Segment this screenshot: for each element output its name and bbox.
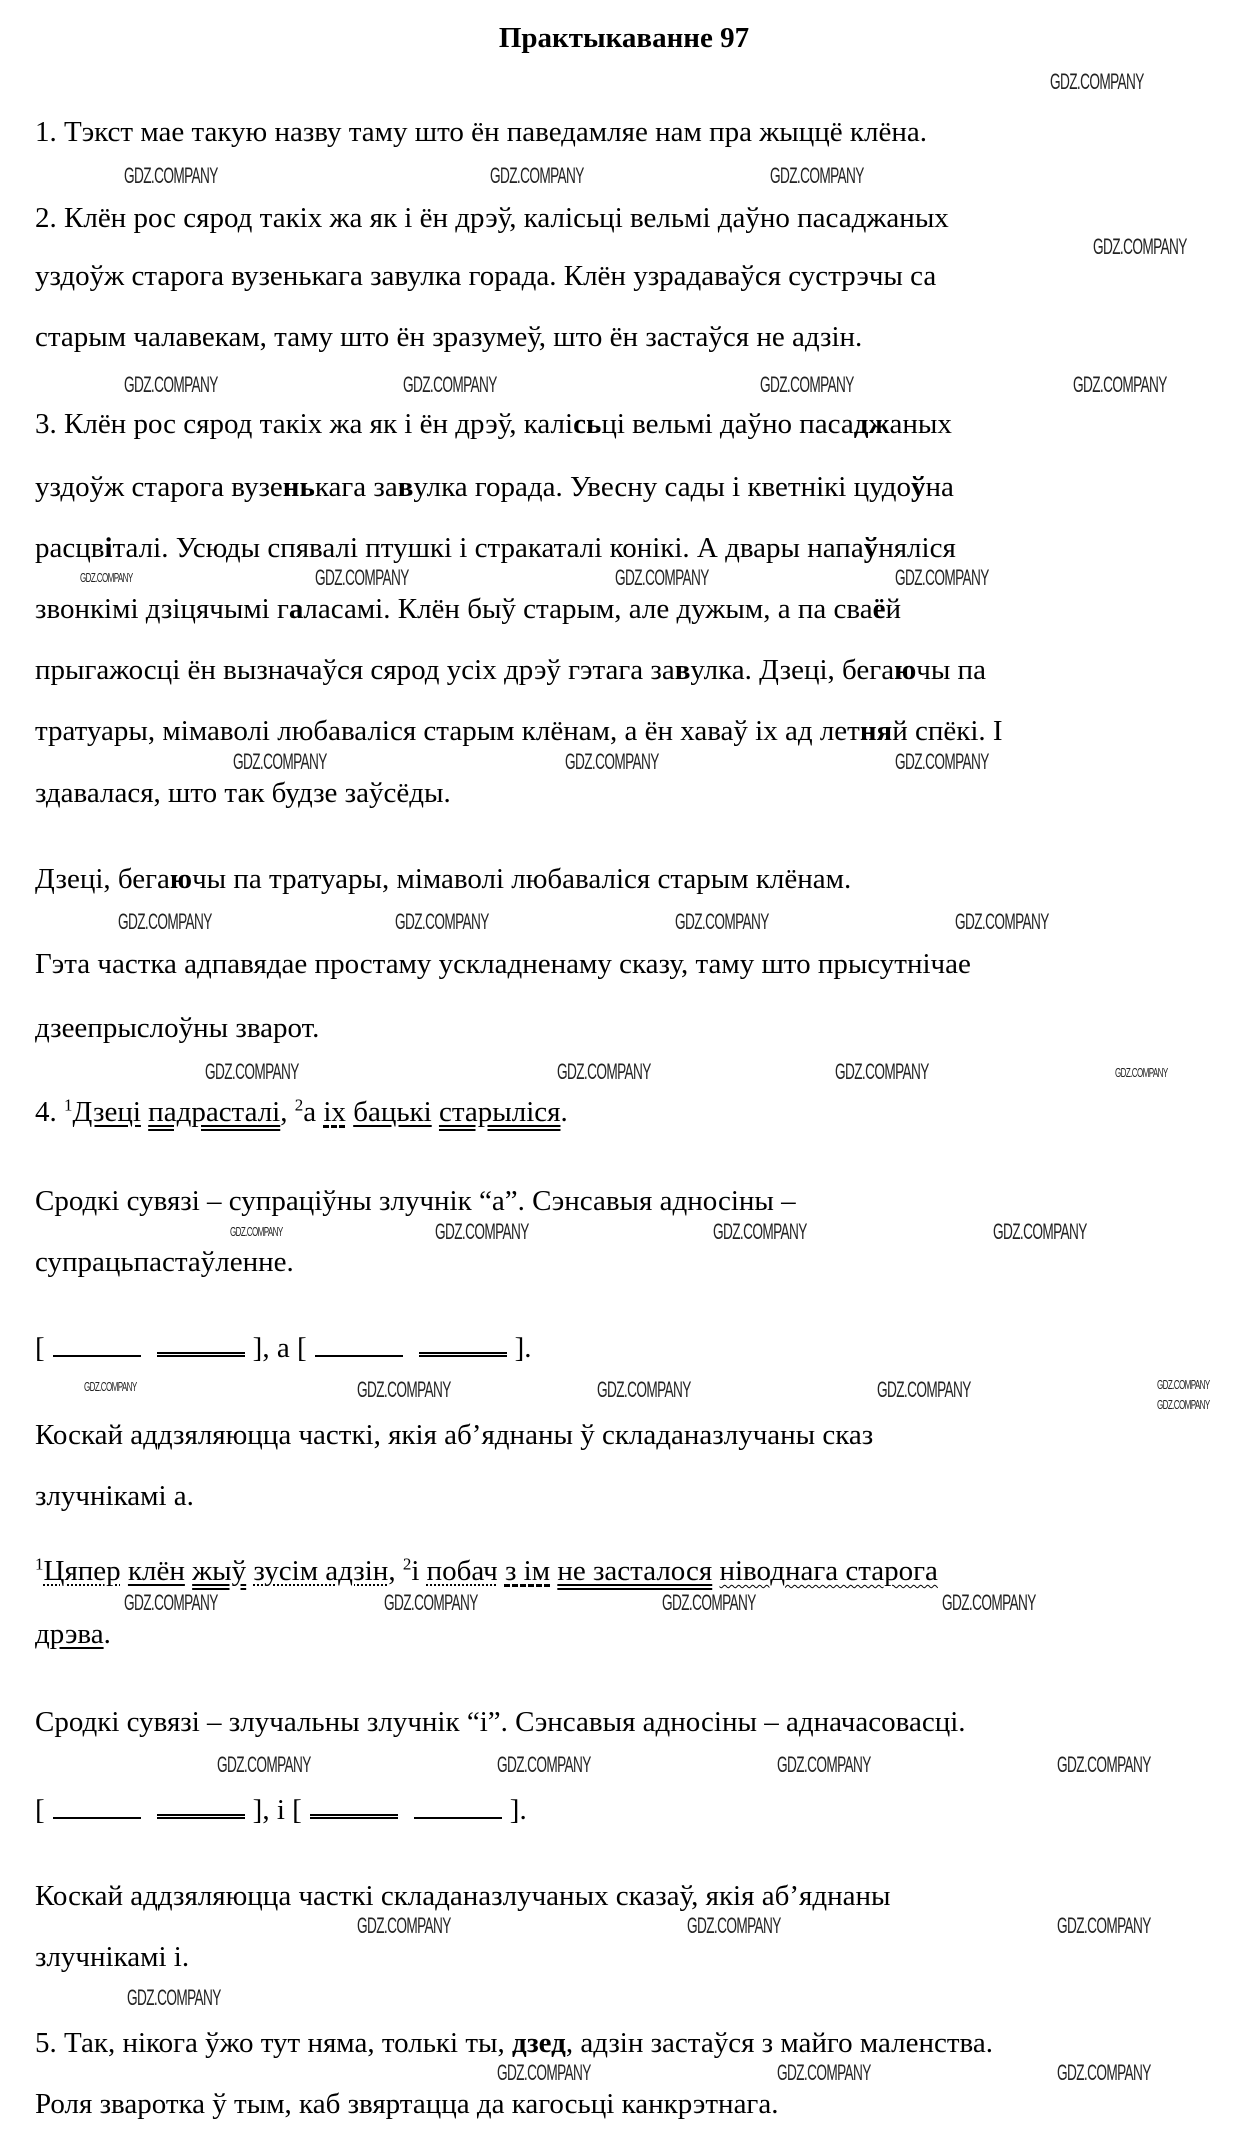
text-segment: клён: [127, 1555, 185, 1587]
text-segment: 3. Клён рос сярод такіх жа як і ён дрэў, калі: [35, 408, 574, 440]
watermark: GDZ.COMPANY: [80, 570, 133, 585]
text-segment: супрацьпастаўленне.: [35, 1246, 294, 1278]
text-segment: й спёкі. І: [892, 715, 1003, 747]
watermark: GDZ.COMPANY: [955, 909, 1049, 934]
text-segment: ў: [911, 471, 926, 503]
watermark: GDZ.COMPANY: [124, 1590, 218, 1615]
watermark: GDZ.COMPANY: [1093, 234, 1187, 259]
text-segment: расцв: [35, 532, 105, 564]
text-segment: побач: [426, 1555, 498, 1587]
text-line: [35, 1616, 111, 1652]
text-segment: Роля зваротка ў тым, каб звяртацца да кагосьці канкрэтнага.: [35, 2088, 779, 2120]
scheme-predicate-blank: [419, 1330, 507, 1357]
text-segment: ю: [169, 863, 193, 895]
text-segment: злучнікамі а.: [35, 1480, 194, 1512]
text-line: [35, 2086, 778, 2122]
text-line: [35, 1939, 189, 1975]
watermark: GDZ.COMPANY: [713, 1219, 807, 1244]
text-line: [35, 1478, 194, 1514]
text-segment: в: [397, 471, 414, 503]
part-number: 1: [64, 1095, 73, 1115]
scheme-predicate-blank: [310, 1792, 398, 1819]
text-line: [35, 1244, 294, 1280]
part-number: 2: [294, 1095, 304, 1115]
text-line: [35, 775, 451, 811]
text-segment: дж: [853, 408, 890, 440]
scheme-predicate-blank: [157, 1330, 245, 1357]
watermark: GDZ.COMPANY: [84, 1379, 137, 1394]
watermark: GDZ.COMPANY: [124, 163, 218, 188]
text-segment: ].: [514, 1332, 532, 1364]
text-segment: ніводнага старога: [719, 1555, 938, 1587]
text-segment: ], і [: [252, 1794, 302, 1826]
text-segment: ня: [859, 715, 893, 747]
watermark: GDZ.COMPANY: [124, 372, 218, 397]
scheme-subject-blank: [315, 1331, 403, 1357]
text-segment: ю: [894, 654, 917, 686]
text-line: [35, 1417, 873, 1453]
watermark: GDZ.COMPANY: [1057, 2060, 1151, 2085]
text-segment: старым чалавекам, таму што ён зразумеў, што ён застаўся не адзін.: [35, 321, 863, 353]
text-segment: зусім адзін: [253, 1555, 389, 1587]
text-segment: чы па: [916, 654, 986, 686]
scheme-predicate-blank: [157, 1792, 245, 1819]
watermark: GDZ.COMPANY: [895, 749, 989, 774]
text-segment: Сродкі сувязі – супраціўны злучнік “а”. Сэнсавыя адносіны –: [35, 1185, 796, 1217]
text-line: [35, 1704, 966, 1740]
text-segment: чы па тратуары, мімаволі любаваліся старым клёнам.: [192, 863, 852, 895]
text-segment: Коскай аддзяляюцца часткі складаназлучаных сказаў, якія аб’яднаны: [35, 1880, 891, 1912]
text-segment: звонкімі дзіцячымі г: [35, 593, 289, 625]
watermark: GDZ.COMPANY: [557, 1059, 651, 1084]
text-line: [35, 861, 851, 897]
watermark: GDZ.COMPANY: [490, 163, 584, 188]
text-segment: і: [104, 532, 113, 564]
text-segment: [432, 1096, 439, 1128]
watermark: GDZ.COMPANY: [357, 1377, 451, 1402]
text-segment: талі. Усюды спявалі птушкі і стракаталі конікі. А двары напа: [112, 532, 864, 564]
watermark: GDZ.COMPANY: [777, 1752, 871, 1777]
text-segment: Дзеці, бега: [35, 863, 170, 895]
text-segment: а: [303, 1096, 324, 1128]
text-line: [35, 1792, 527, 1828]
text-segment: [: [35, 1794, 45, 1826]
text-segment: ].: [509, 1794, 527, 1826]
part-number: 1: [35, 1554, 44, 1574]
watermark: GDZ.COMPANY: [435, 1219, 529, 1244]
watermark: GDZ.COMPANY: [770, 163, 864, 188]
scheme-subject-blank: [414, 1793, 502, 1819]
watermark: GDZ.COMPANY: [1057, 1752, 1151, 1777]
text-segment: ё: [872, 593, 886, 625]
text-segment: дрэва: [35, 1618, 104, 1650]
text-segment: ,: [280, 1096, 295, 1128]
text-segment: 4.: [35, 1096, 64, 1128]
text-line: [35, 713, 1003, 749]
watermark: GDZ.COMPANY: [384, 1590, 478, 1615]
text-segment: старыліся: [438, 1096, 561, 1128]
watermark: GDZ.COMPANY: [615, 565, 709, 590]
text-segment: здавалася, што так будзе заўсёды.: [35, 777, 451, 809]
text-line: [35, 530, 956, 566]
text-segment: не засталося: [557, 1555, 713, 1587]
text-segment: Дзеці: [72, 1096, 141, 1128]
watermark: GDZ.COMPANY: [1050, 69, 1144, 94]
watermark: GDZ.COMPANY: [675, 909, 769, 934]
text-segment: й: [885, 593, 901, 625]
text-segment: ў: [863, 532, 879, 564]
text-line: [35, 469, 954, 505]
text-segment: ці вельмі даўно паса: [601, 408, 854, 440]
text-line: [35, 200, 949, 236]
text-segment: сь: [573, 408, 602, 440]
text-segment: 2. Клён рос сярод такіх жа як і ён дрэў, калісьці вельмі даўно пасаджаных: [35, 202, 949, 234]
watermark: GDZ.COMPANY: [835, 1059, 929, 1084]
page-title: Практыкаванне 97: [498, 22, 750, 54]
text-line: [35, 946, 971, 982]
text-segment: а: [288, 593, 304, 625]
text-line: [35, 1183, 796, 1219]
text-segment: улка горада. Увесну сады і кветнікі цудо: [413, 471, 912, 503]
watermark: GDZ.COMPANY: [565, 749, 659, 774]
text-segment: злучнікамі і.: [35, 1941, 190, 1973]
watermark: GDZ.COMPANY: [1157, 1397, 1210, 1412]
text-line: [35, 1878, 890, 1914]
text-segment: Цяпер: [43, 1555, 121, 1587]
text-segment: тратуары, мімаволі любаваліся старым клёнам, а ён хаваў іх ад лет: [35, 715, 860, 747]
text-segment: ласамі. Клён быў старым, але дужым, а па сва: [303, 593, 873, 625]
text-segment: няліся: [878, 532, 956, 564]
text-line: [35, 1094, 568, 1130]
text-segment: на: [925, 471, 954, 503]
watermark: GDZ.COMPANY: [993, 1219, 1087, 1244]
text-segment: .: [103, 1618, 111, 1650]
text-segment: іх: [323, 1096, 346, 1128]
watermark: GDZ.COMPANY: [777, 2060, 871, 2085]
text-line: [35, 406, 952, 442]
text-segment: дзед: [512, 2027, 566, 2059]
text-segment: Гэта частка адпавядае простаму ускладненаму сказу, таму што прысутнічае: [35, 948, 971, 980]
text-segment: бацькі: [353, 1096, 432, 1128]
scheme-subject-blank: [53, 1793, 141, 1819]
watermark: GDZ.COMPANY: [877, 1377, 971, 1402]
watermark: GDZ.COMPANY: [315, 565, 409, 590]
text-segment: уздоўж старога вузенькага завулка горада. Клён узрадаваўся сустрэчы са: [35, 260, 937, 292]
text-segment: ,: [388, 1555, 403, 1587]
text-line: [35, 591, 901, 627]
watermark: GDZ.COMPANY: [1115, 1065, 1168, 1080]
text-segment: нь: [282, 471, 315, 503]
text-segment: .: [560, 1096, 568, 1128]
text-segment: ], а [: [252, 1332, 307, 1364]
watermark: GDZ.COMPANY: [687, 1913, 781, 1938]
text-segment: [498, 1555, 505, 1587]
watermark: GDZ.COMPANY: [127, 1985, 221, 2010]
watermark: GDZ.COMPANY: [662, 1590, 756, 1615]
text-line: [35, 652, 986, 688]
text-segment: уздоўж старога вузе: [35, 471, 283, 503]
text-segment: жыў: [192, 1555, 247, 1587]
text-segment: прыгажосці ён вызначаўся сярод усіх дрэў гэтага за: [35, 654, 675, 686]
text-segment: Коскай аддзяляюцца часткі, якія аб’яднаны ў складаназлучаны сказ: [35, 1419, 874, 1451]
watermark: GDZ.COMPANY: [497, 2060, 591, 2085]
watermark: GDZ.COMPANY: [895, 565, 989, 590]
text-line: [35, 1010, 319, 1046]
watermark: GDZ.COMPANY: [357, 1913, 451, 1938]
text-segment: , адзін застаўся з майго маленства.: [565, 2027, 993, 2059]
watermark: GDZ.COMPANY: [230, 1224, 283, 1239]
text-line: [35, 1330, 532, 1366]
watermark: GDZ.COMPANY: [118, 909, 212, 934]
text-segment: аных: [889, 408, 952, 440]
text-segment: в: [674, 654, 691, 686]
text-segment: [121, 1555, 128, 1587]
watermark: GDZ.COMPANY: [233, 749, 327, 774]
text-line: [35, 2025, 993, 2061]
part-number: 2: [402, 1554, 412, 1574]
text-segment: 5. Так, нікога ўжо тут няма, толькі ты,: [35, 2027, 512, 2059]
watermark: GDZ.COMPANY: [217, 1752, 311, 1777]
watermark: GDZ.COMPANY: [497, 1752, 591, 1777]
text-segment: падрасталі: [148, 1096, 281, 1128]
scheme-subject-blank: [53, 1331, 141, 1357]
watermark: GDZ.COMPANY: [205, 1059, 299, 1084]
text-segment: [: [35, 1332, 45, 1364]
text-line: [35, 319, 862, 355]
text-segment: улка. Дзеці, бега: [690, 654, 895, 686]
text-segment: кага за: [314, 471, 398, 503]
watermark: GDZ.COMPANY: [1073, 372, 1167, 397]
watermark: GDZ.COMPANY: [597, 1377, 691, 1402]
watermark: GDZ.COMPANY: [942, 1590, 1036, 1615]
text-segment: і: [411, 1555, 427, 1587]
watermark: GDZ.COMPANY: [1057, 1913, 1151, 1938]
text-line: [35, 114, 927, 150]
text-segment: дзеепрыслоўны зварот.: [35, 1012, 320, 1044]
text-line: [35, 258, 936, 294]
watermark: GDZ.COMPANY: [403, 372, 497, 397]
text-segment: з ім: [504, 1555, 551, 1587]
watermark: GDZ.COMPANY: [395, 909, 489, 934]
text-segment: Сродкі сувязі – злучальны злучнік “і”. Сэнсавыя адносіны – адначасовасці.: [35, 1706, 966, 1738]
watermark: GDZ.COMPANY: [1157, 1377, 1210, 1392]
text-segment: 1. Тэкст мае такую назву таму што ён паведамляе нам пра жыццё клёна.: [35, 116, 927, 148]
text-line: [35, 1553, 938, 1589]
watermark: GDZ.COMPANY: [760, 372, 854, 397]
